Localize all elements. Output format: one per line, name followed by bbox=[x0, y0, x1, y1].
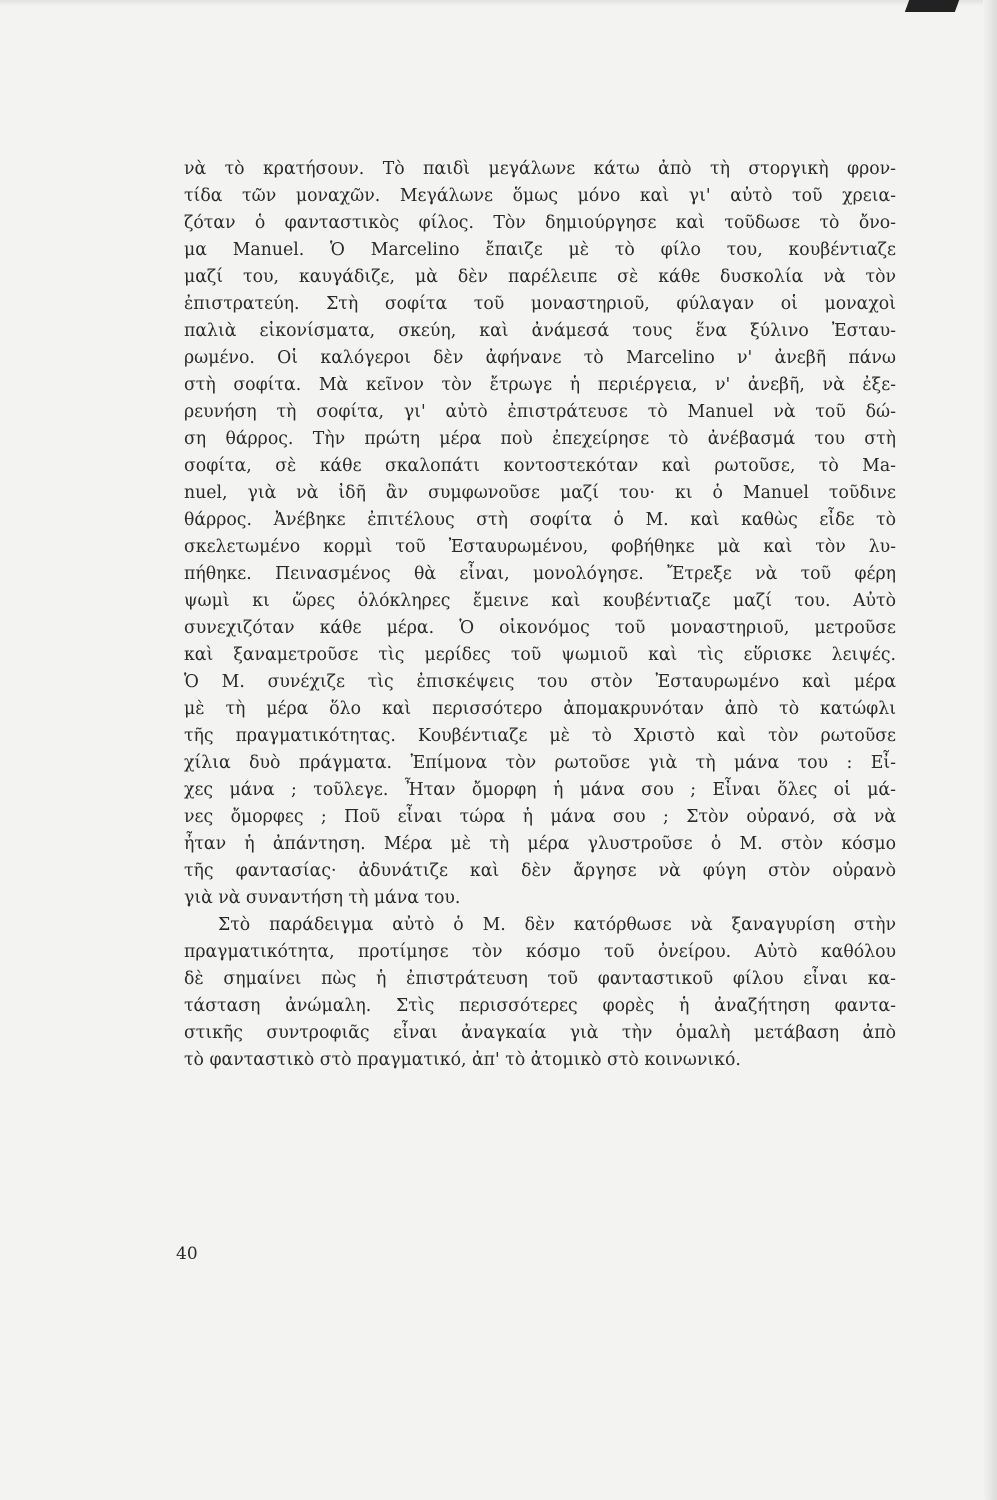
text-line: σκελετωμένο κορμὶ τοῦ Ἐσταυρωμένου, φοβήθηκε μὰ καὶ τὸν λυ- bbox=[184, 537, 896, 557]
body-text bbox=[184, 156, 896, 1074]
text-line: στὴ σοφίτα. Μὰ κεῖνον τὸν ἔτρωγε ἡ περιέργεια, ν' ἀνεβῆ, νὰ ἐξε- bbox=[184, 375, 896, 395]
text-line: nuel, γιὰ νὰ ἰδῆ ἂν συμφωνοῦσε μαζί του· κι ὁ Manuel τοῦδινε bbox=[184, 483, 896, 503]
scan-corner-mark bbox=[905, 0, 959, 12]
text-line: τίδα τῶν μοναχῶν. Μεγάλωνε ὅμως μόνο καὶ γι' αὐτὸ τοῦ χρεια- bbox=[184, 186, 896, 206]
text-line: ἐπιστρατεύη. Στὴ σοφίτα τοῦ μοναστηριοῦ, φύλαγαν οἱ μοναχοὶ bbox=[184, 294, 896, 314]
text-line: χες μάνα ; τοῦλεγε. Ἦταν ὄμορφη ἡ μάνα σου ; Εἶναι ὅλες οἱ μά- bbox=[184, 780, 896, 800]
text-line: ρωμένο. Οἱ καλόγεροι δὲν ἀφήνανε τὸ Marcelino ν' ἀνεβῆ πάνω bbox=[184, 348, 896, 368]
text-line: συνεχιζόταν κάθε μέρα. Ὁ οἰκονόμος τοῦ μοναστηριοῦ, μετροῦσε bbox=[184, 618, 896, 638]
page-right-edge bbox=[983, 0, 997, 1500]
text-line: τάσταση ἀνώμαλη. Στὶς περισσότερες φορὲς ἡ ἀναζήτηση φαντα- bbox=[184, 996, 896, 1016]
text-line: ρευνήση τὴ σοφίτα, γι' αὐτὸ ἐπιστράτευσε τὸ Manuel νὰ τοῦ δώ- bbox=[184, 402, 896, 422]
page-top-edge bbox=[0, 0, 997, 6]
text-line: νὰ τὸ κρατήσουν. Τὸ παιδὶ μεγάλωνε κάτω ἀπὸ τὴ στοργικὴ φρον- bbox=[184, 159, 896, 179]
text-line: ψωμὶ κι ὥρες ὁλόκληρες ἔμεινε καὶ κουβέντιαζε μαζί του. Αὐτὸ bbox=[184, 591, 896, 611]
text-line: τῆς φαντασίας· ἀδυνάτιζε καὶ δὲν ἄργησε νὰ φύγη στὸν οὐρανὸ bbox=[184, 861, 896, 881]
text-line: στικῆς συντροφιᾶς εἶναι ἀναγκαία γιὰ τὴν ὁμαλὴ μετάβαση ἀπὸ bbox=[184, 1023, 896, 1043]
text-line: σοφίτα, σὲ κάθε σκαλοπάτι κοντοστεκόταν καὶ ρωτοῦσε, τὸ Ma- bbox=[184, 456, 896, 476]
paragraph bbox=[184, 912, 896, 1074]
text-line: τὸ φανταστικὸ στὸ πραγματικό, ἀπ' τὸ ἀτομικὸ στὸ κοινωνικό. bbox=[184, 1050, 741, 1070]
text-line: θάρρος. Ἀνέβηκε ἐπιτέλους στὴ σοφίτα ὁ Μ. καὶ καθὼς εἶδε τὸ bbox=[184, 510, 896, 530]
text-line: πραγματικότητα, προτίμησε τὸν κόσμο τοῦ ὀνείρου. Αὐτὸ καθόλου bbox=[184, 942, 896, 962]
text-line: τῆς πραγματικότητας. Κουβέντιαζε μὲ τὸ Χριστὸ καὶ τὸν ρωτοῦσε bbox=[184, 726, 896, 746]
text-line: πήθηκε. Πεινασμένος θὰ εἶναι, μονολόγησε. Ἔτρεξε νὰ τοῦ φέρη bbox=[184, 564, 896, 584]
text-line: μα Manuel. Ὁ Marcelino ἔπαιζε μὲ τὸ φίλο του, κουβέντιαζε bbox=[184, 240, 896, 260]
text-line: ἦταν ἡ ἀπάντηση. Μέρα μὲ τὴ μέρα γλυστροῦσε ὁ Μ. στὸν κόσμο bbox=[184, 834, 896, 854]
text-line: μαζί του, καυγάδιζε, μὰ δὲν παρέλειπε σὲ κάθε δυσκολία νὰ τὸν bbox=[184, 267, 896, 287]
text-line: μὲ τὴ μέρα ὅλο καὶ περισσότερο ἀπομακρυνόταν ἀπὸ τὸ κατώφλι bbox=[184, 699, 896, 719]
paragraph bbox=[184, 156, 896, 912]
text-line: καὶ ξαναμετροῦσε τὶς μερίδες τοῦ ψωμιοῦ καὶ τὶς εὕρισκε λειψές. bbox=[184, 645, 896, 665]
text-line: δὲ σημαίνει πὼς ἡ ἐπιστράτευση τοῦ φανταστικοῦ φίλου εἶναι κα- bbox=[184, 969, 896, 989]
text-line: παλιὰ εἰκονίσματα, σκεύη, καὶ ἀνάμεσά τους ἕνα ξύλινο Ἐσταυ- bbox=[184, 321, 896, 341]
text-line: νες ὄμορφες ; Ποῦ εἶναι τώρα ἡ μάνα σου ; Στὸν οὐρανό, σὰ νὰ bbox=[184, 807, 896, 827]
text-line: γιὰ νὰ συναντήση τὴ μάνα του. bbox=[184, 888, 461, 908]
text-line: ζόταν ὁ φανταστικὸς φίλος. Τὸν δημιούργησε καὶ τοῦδωσε τὸ ὄνο- bbox=[184, 213, 896, 233]
text-line: ση θάρρος. Τὴν πρώτη μέρα ποὺ ἐπεχείρησε τὸ ἀνέβασμά του στὴ bbox=[184, 429, 896, 449]
text-line: χίλια δυὸ πράγματα. Ἐπίμονα τὸν ρωτοῦσε γιὰ τὴ μάνα του : Εἶ- bbox=[184, 753, 896, 773]
text-line: Στὸ παράδειγμα αὐτὸ ὁ Μ. δὲν κατόρθωσε νὰ ξαναγυρίση στὴν bbox=[218, 915, 896, 935]
page-number: 40 bbox=[176, 1244, 198, 1264]
text-line: Ὁ Μ. συνέχιζε τὶς ἐπισκέψεις του στὸν Ἐσταυρωμένο καὶ μέρα bbox=[184, 672, 896, 692]
